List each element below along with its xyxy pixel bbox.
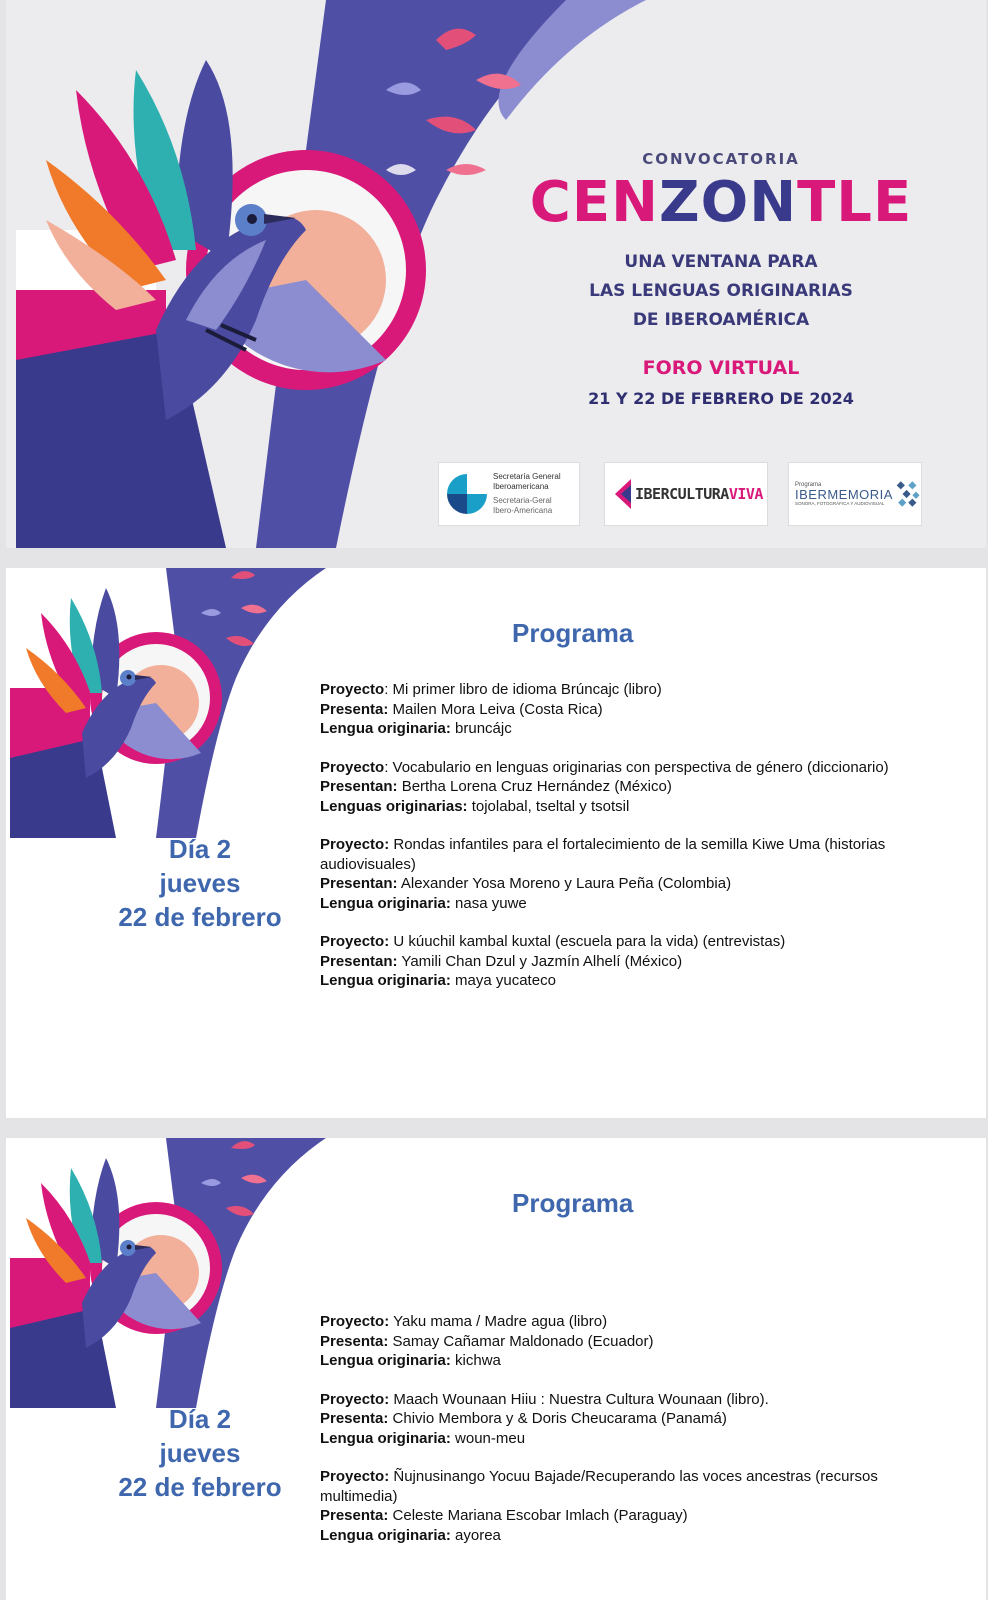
- presenta-line: [320, 1409, 950, 1429]
- proyecto-line: [320, 1390, 950, 1410]
- proyecto-label: Proyecto:: [320, 1313, 390, 1330]
- lengua-label: Lenguas originarias:: [320, 797, 468, 815]
- lengua-line: [320, 1351, 950, 1371]
- lengua-value: kichwa: [450, 1352, 501, 1369]
- subtitle-line: DE IBEROAMÉRICA: [632, 310, 810, 330]
- proyecto-sep: :: [384, 758, 389, 776]
- project-entry: [320, 758, 950, 817]
- lengua-label: Lengua originaria:: [320, 972, 451, 989]
- iberculturaviva-wordmark: [635, 485, 763, 503]
- proyecto-value: Mi primer libro de idioma Brúncajc (libro): [388, 681, 662, 698]
- segib-line: Secretaria-Geral: [493, 496, 552, 505]
- event-dates: 21 Y 22 DE FEBRERO DE 2024: [588, 389, 854, 408]
- segib-line: Secretaría General: [493, 472, 561, 481]
- presenta-label: Presenta:: [320, 1410, 389, 1427]
- project-list: [320, 680, 950, 1010]
- lengua-value: woun-meu: [450, 1429, 526, 1447]
- project-entry: [320, 835, 950, 913]
- title-part-zon: ZON: [659, 170, 798, 235]
- presenta-value: Mailen Mora Leiva (Costa Rica): [388, 700, 603, 718]
- ibm-big: IBERMEMORIA: [795, 486, 893, 502]
- segib-mark-icon: [447, 472, 487, 516]
- day-number: Día 2: [168, 834, 232, 864]
- proyecto-sep: :: [384, 681, 389, 698]
- project-entry: [320, 1312, 950, 1371]
- ibm-tag: SONORA, FOTOGRÁFICA Y AUDIOVISUAL: [795, 500, 885, 506]
- hummingbird-corner-illustration: [6, 568, 336, 838]
- project-entry: [320, 680, 950, 739]
- presenta-line: [320, 874, 950, 894]
- presenta-value: Chivio Membora y & Doris Cheucarama (Panamá): [388, 1410, 727, 1427]
- subtitle-line: LAS LENGUAS ORIGINARIAS: [589, 281, 853, 301]
- segib-line: Ibero-Americana: [493, 506, 553, 515]
- lengua-line: [320, 971, 950, 991]
- day-date: 22 de febrero: [118, 902, 282, 932]
- programa-heading: Programa: [512, 618, 634, 648]
- lengua-line: [320, 719, 950, 739]
- lengua-label: Lengua originaria:: [320, 1429, 451, 1447]
- lengua-value: tojolabal, tseltal y tsotsil: [467, 797, 630, 815]
- segib-line: Iberoamericana: [493, 482, 549, 491]
- presenta-label: Presenta:: [320, 1507, 389, 1524]
- presenta-label: Presentan:: [320, 778, 398, 795]
- proyecto-line: [320, 932, 950, 952]
- proyecto-label: Proyecto:: [320, 836, 390, 853]
- presenta-label: Presenta:: [320, 700, 389, 718]
- ibermemoria-logo: [788, 462, 922, 526]
- iberculturaviva-logo: [604, 462, 768, 526]
- iber-word-a: IBERCULTURA: [635, 485, 729, 503]
- presenta-line: [320, 700, 950, 720]
- proyecto-value: Maach Wounaan Hiiu : Nuestra Cultura Wounaan (libro).: [389, 1390, 769, 1408]
- subtitle: [516, 248, 926, 335]
- proyecto-line: [320, 835, 950, 874]
- presenta-value: Bertha Lorena Cruz Hernández (México): [397, 778, 672, 795]
- project-entry: [320, 1467, 950, 1545]
- proyecto-line: [320, 758, 950, 778]
- presenta-label: Presentan:: [320, 952, 398, 970]
- presenta-label: Presenta:: [320, 1332, 389, 1350]
- programa-slide-2: [6, 1138, 986, 1600]
- proyecto-value: U kúuchil kambal kuxtal (escuela para la vida) (entrevistas): [389, 933, 786, 950]
- cenzontle-title: [516, 172, 926, 234]
- ibm-small: Programa: [795, 481, 822, 488]
- lengua-value: maya yucateco: [450, 972, 556, 989]
- proyecto-value: Ñujnusinango Yocuu Bajade/Recuperando las voces ancestras (recursos multimedia): [320, 1468, 878, 1505]
- iber-word-b: VIVA: [728, 485, 763, 503]
- programa-slide-1: [6, 568, 986, 1118]
- day-number: Día 2: [168, 1404, 232, 1434]
- ibermemoria-text: [795, 481, 893, 508]
- proyecto-label: Proyecto: [320, 758, 385, 776]
- lengua-value: ayorea: [450, 1526, 501, 1544]
- lengua-label: Lengua originaria:: [320, 1352, 451, 1369]
- presenta-value: Yamili Chan Dzul y Jazmín Alhelí (México): [397, 952, 683, 970]
- presenta-line: [320, 952, 950, 972]
- day-weekday: jueves: [159, 868, 241, 898]
- segib-logo: [438, 462, 580, 526]
- proyecto-line: [320, 680, 950, 700]
- proyecto-value: Rondas infantiles para el fortalecimiento de la semilla Kiwe Uma (historias audiovisuales): [320, 836, 886, 873]
- title-part-cen: CEN: [529, 170, 659, 235]
- lengua-line: [320, 1429, 950, 1449]
- proyecto-label: Proyecto:: [320, 933, 390, 950]
- lengua-label: Lengua originaria:: [320, 720, 451, 737]
- lengua-value: bruncájc: [450, 720, 512, 737]
- presenta-line: [320, 777, 950, 797]
- day-weekday: jueves: [159, 1438, 241, 1468]
- lengua-label: Lengua originaria:: [320, 894, 451, 912]
- proyecto-label: Proyecto:: [320, 1468, 390, 1485]
- lengua-line: [320, 797, 950, 817]
- segib-text: [493, 472, 561, 516]
- proyecto-label: Proyecto:: [320, 1390, 390, 1408]
- title-part-tle: TLE: [797, 170, 913, 235]
- hummingbird-corner-illustration: [6, 1138, 336, 1408]
- proyecto-value: Yaku mama / Madre agua (libro): [389, 1313, 608, 1330]
- subtitle-line: UNA VENTANA PARA: [624, 252, 818, 272]
- project-list: [320, 1312, 950, 1564]
- foro-virtual-label: FORO VIRTUAL: [642, 357, 800, 379]
- presenta-value: Samay Cañamar Maldonado (Ecuador): [388, 1332, 654, 1350]
- proyecto-label: Proyecto: [320, 681, 385, 698]
- proyecto-value: Vocabulario en lenguas originarias con perspectiva de género (diccionario): [388, 758, 889, 776]
- programa-heading: Programa: [512, 1188, 634, 1218]
- project-entry: [320, 1390, 950, 1449]
- cenzontle-banner: [6, 0, 986, 548]
- day-label: [110, 832, 290, 934]
- day-date: 22 de febrero: [118, 1472, 282, 1502]
- presenta-line: [320, 1506, 950, 1526]
- ibermemoria-mark-icon: [895, 474, 921, 514]
- lengua-value: nasa yuwe: [450, 894, 527, 912]
- presenta-value: Celeste Mariana Escobar Imlach (Paraguay): [388, 1507, 688, 1524]
- project-entry: [320, 932, 950, 991]
- iberculturaviva-mark-icon: [615, 479, 631, 509]
- convocatoria-label: CONVOCATORIA: [642, 150, 800, 168]
- lengua-line: [320, 1526, 950, 1546]
- day-label: [110, 1402, 290, 1504]
- presenta-value: Alexander Yosa Moreno y Laura Peña (Colombia): [397, 875, 732, 892]
- banner-text-block: [516, 150, 926, 408]
- proyecto-line: [320, 1312, 950, 1332]
- lengua-label: Lengua originaria:: [320, 1526, 451, 1544]
- lengua-line: [320, 894, 950, 914]
- presenta-label: Presentan:: [320, 875, 398, 892]
- presenta-line: [320, 1332, 950, 1352]
- proyecto-line: [320, 1467, 950, 1506]
